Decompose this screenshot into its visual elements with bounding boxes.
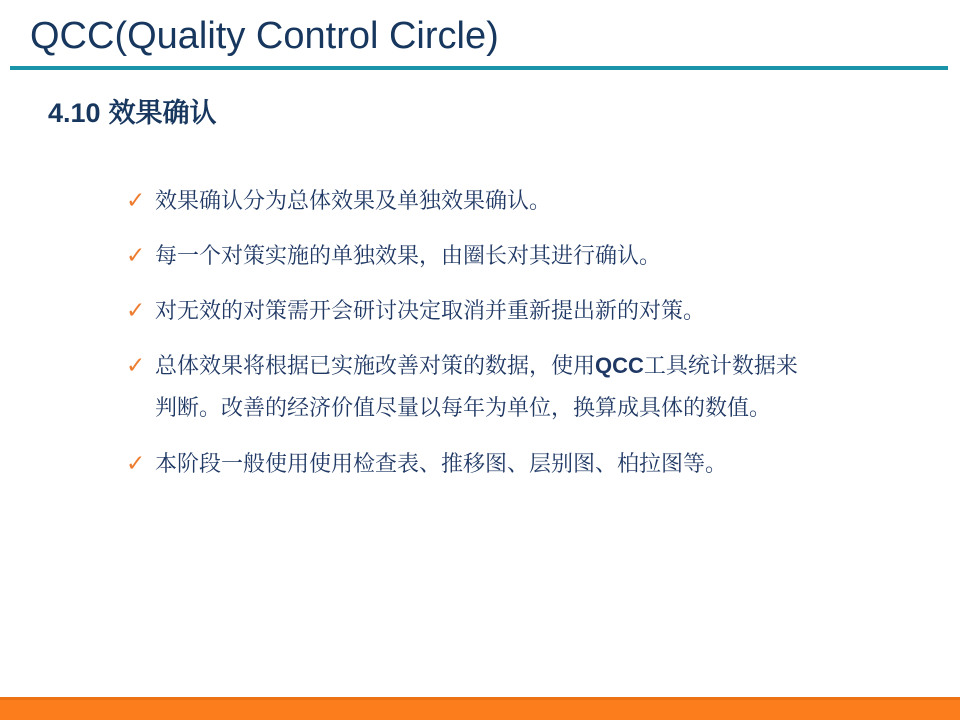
bullet-text: [155, 345, 798, 429]
bullet-list: [126, 180, 866, 485]
list-item: [126, 235, 866, 277]
check-icon: ✓: [126, 243, 146, 269]
bullet-text: 效果确认分为总体效果及单独效果确认。: [155, 188, 552, 213]
bullet-line-1: [155, 345, 798, 387]
bullet-text: 本阶段一般使用使用检查表、推移图、层别图、柏拉图等。: [155, 451, 728, 476]
section-heading: [48, 96, 217, 130]
bullet-line-2: 判断。改善的经济价值尽量以每年为单位，换算成具体的数值。: [155, 395, 772, 420]
check-icon: ✓: [126, 298, 146, 324]
bullet-text-segment: 工具统计数据来: [643, 353, 798, 378]
bullet-text: 对无效的对策需开会研讨决定取消并重新提出新的对策。: [155, 298, 706, 323]
section-number: 4.10: [48, 98, 101, 128]
list-item: [126, 180, 866, 222]
list-item: [126, 345, 866, 429]
bullet-text-qcc: QCC: [595, 353, 644, 378]
check-icon: ✓: [126, 353, 146, 379]
check-icon: ✓: [126, 451, 146, 477]
slide-title: QCC(Quality Control Circle): [30, 15, 499, 57]
section-heading-text: 效果确认: [108, 98, 217, 128]
bullet-text: 每一个对策实施的单独效果，由圈长对其进行确认。: [155, 243, 662, 268]
list-item: [126, 443, 866, 485]
check-icon: ✓: [126, 188, 146, 214]
bullet-text-segment: 总体效果将根据已实施改善对策的数据，使用: [155, 353, 596, 378]
bottom-accent-bar: [0, 697, 960, 720]
list-item: [126, 290, 866, 332]
title-underline-rule: [10, 66, 948, 70]
